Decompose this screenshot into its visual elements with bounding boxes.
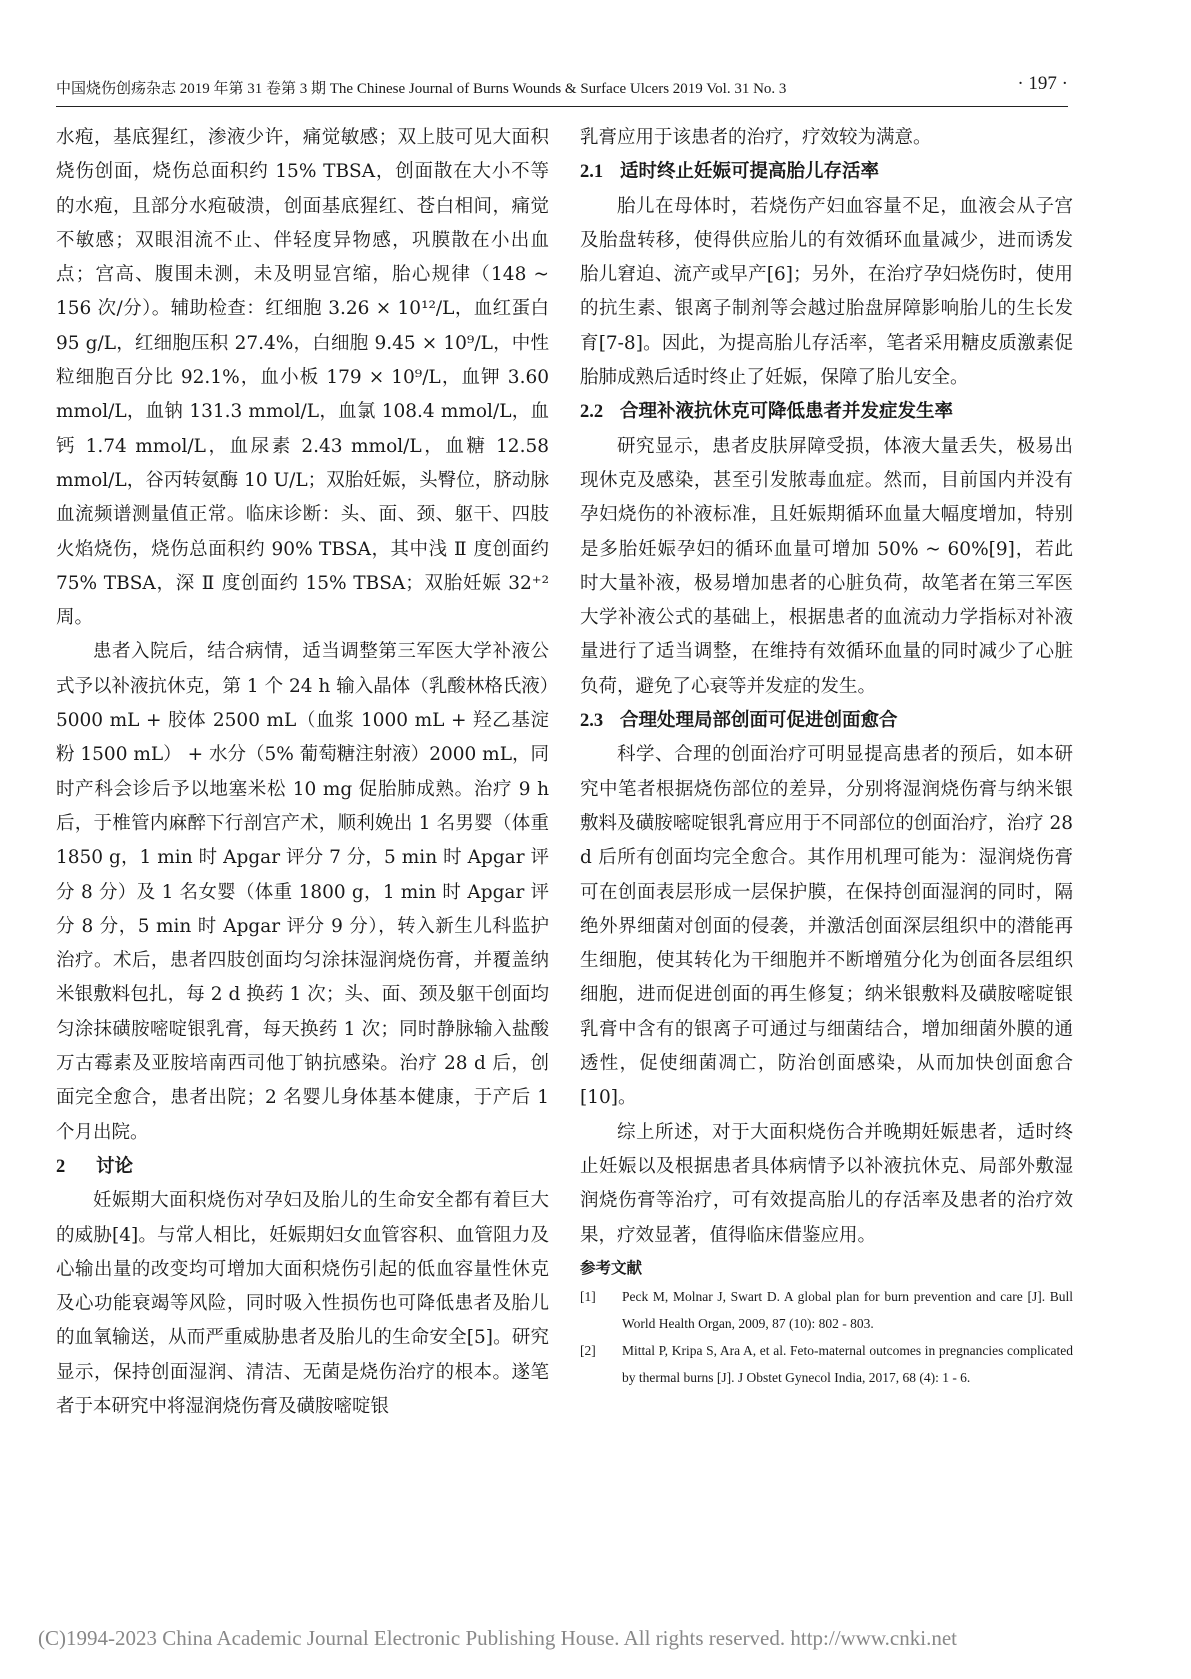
subsection-2-3-paragraph: 科学、合理的创面治疗可明显提高患者的预后，如本研究中笔者根据烧伤部位的差异，分别将湿润烧伤膏与纳米银敷料及磺胺嘧啶银乳膏应用于不同部位的创面治疗，治疗 28 d 后所有创面均完全愈合。其作用机理可能为：湿润烧伤膏可在创面表层形成一层保护膜，在保持创面湿润的同时，隔绝外界细菌对创面的侵袭，并激活创面深层组织中的潜能再生细胞，使其转化为干细胞并不断增殖分化为创面各层组织细胞，进而促进创面的再生修复；纳米银敷料及磺胺嘧啶银乳膏中含有的银离子可通过与细菌结合，增加细菌外膜的通透性，促使细菌凋亡，防治创面感染，从而加快创面愈合[10]。 bbox=[580, 744, 1073, 1109]
discussion-paragraph-continued: 乳膏应用于该患者的治疗，疗效较为满意。 bbox=[580, 127, 932, 148]
left-column bbox=[56, 121, 549, 1424]
case-paragraph-1: 水疱，基底猩红，渗液少许，痛觉敏感；双上肢可见大面积烧伤创面，烧伤总面积约 15% TBSA，创面散在大小不等的水疱，且部分水疱破溃，创面基底猩红、苍白相间，痛觉不敏感；双眼泪流不止、伴轻度异物感，巩膜散在小出血点；宫高、腹围未测，未及明显宫缩，胎心规律（148 ~ 156 次/分）。辅助检查：红细胞 3.26 × 10¹²/L，血红蛋白 95 g/L，红细胞压积 27.4%，白细胞 9.45 × 10⁹/L，中性粒细胞百分比 92.1%，血小板 179 × 10⁹/L，血钾 3.60 mmol/L，血钠 131.3 mmol/L，血氯 108.4 mmol/L，血钙 1.74 mmol/L，血尿素 2.43 mmol/L，血糖 12.58 mmol/L，谷丙转氨酶 10 U/L；双胎妊娠，头臀位，脐动脉血流频谱测量值正常。临床诊断：头、面、颈、躯干、四肢火焰烧伤，烧伤总面积约 90% TBSA，其中浅 Ⅱ 度创面约 75% TBSA，深 Ⅱ 度创面约 15% TBSA；双胎妊娠 32⁺² 周。 bbox=[56, 127, 549, 629]
section-heading-discussion bbox=[56, 1150, 549, 1184]
reference-item bbox=[580, 1283, 1073, 1337]
journal-citation-line: 中国烧伤创疡杂志 2019 年第 31 卷第 3 期 The Chinese Journal of Burns Wounds & Surface Ulcers 2019 Vol. 31 No. 3 bbox=[56, 81, 787, 97]
reference-number: [2] bbox=[580, 1342, 596, 1358]
copyright-footer: (C)1994-2023 China Academic Journal Electronic Publishing House. All rights reserved. http://www.cnki.net bbox=[38, 1626, 957, 1650]
reference-text: Peck M, Molnar J, Swart D. A global plan for burn prevention and care [J]. Bull World Health Organ, 2009, 87 (10): 802 - 803. bbox=[622, 1288, 1073, 1331]
running-header bbox=[56, 73, 1068, 101]
right-column bbox=[580, 121, 1073, 1391]
subsection-heading-2-1 bbox=[580, 155, 1073, 189]
subsection-title: 适时终止妊娠可提高胎儿存活率 bbox=[620, 161, 880, 183]
subsection-number: 2.2 bbox=[580, 402, 604, 423]
subsection-number: 2.3 bbox=[580, 711, 604, 732]
reference-item bbox=[580, 1337, 1073, 1391]
subsection-2-1-paragraph: 胎儿在母体时，若烧伤产妇血容量不足，血液会从子宫及胎盘转移，使得供应胎儿的有效循环血量减少，进而诱发胎儿窘迫、流产或早产[6]；另外，在治疗孕妇烧伤时，使用的抗生素、银离子制剂等会越过胎盘屏障影响胎儿的生长发育[7-8]。因此，为提高胎儿存活率，笔者采用糖皮质激素促胎肺成熟后适时终止了妊娠，保障了胎儿安全。 bbox=[580, 195, 1073, 389]
subsection-2-2-paragraph: 研究显示，患者皮肤屏障受损，体液大量丢失，极易出现休克及感染，甚至引发脓毒血症。然而，目前国内并没有孕妇烧伤的补液标准，且妊娠期循环血量大幅度增加，特别是多胎妊娠孕妇的循环血量可增加 50% ~ 60%[9]，若此时大量补液，极易增加患者的心脏负荷，故笔者在第三军医大学补液公式的基础上，根据患者的血流动力学指标对补液量进行了适当调整，在维持有效循环血量的同时减少了心脏负荷，避免了心衰等并发症的发生。 bbox=[580, 435, 1073, 697]
conclusion-paragraph: 综上所述，对于大面积烧伤合并晚期妊娠患者，适时终止妊娠以及根据患者具体病情予以补液抗休克、局部外敷湿润烧伤膏等治疗，可有效提高胎儿的存活率及患者的治疗效果，疗效显著，值得临床借鉴应用。 bbox=[580, 1121, 1073, 1246]
reference-number: [1] bbox=[580, 1288, 596, 1304]
subsection-heading-2-2 bbox=[580, 395, 1073, 429]
subsection-number: 2.1 bbox=[580, 162, 604, 183]
subsection-heading-2-3 bbox=[580, 704, 1073, 738]
header-rule bbox=[56, 106, 1068, 107]
subsection-title: 合理补液抗休克可降低患者并发症发生率 bbox=[620, 401, 954, 423]
references-heading: 参考文献 bbox=[580, 1257, 643, 1277]
discussion-paragraph-1: 妊娠期大面积烧伤对孕妇及胎儿的生命安全都有着巨大的威胁[4]。与常人相比，妊娠期妇女血管容积、血管阻力及心输出量的改变均可增加大面积烧伤引起的低血容量性休克及心功能衰竭等风险，同时吸入性损伤也可降低患者及胎儿的血氧输送，从而严重威胁患者及胎儿的生命安全[5]。研究显示，保持创面湿润、清洁、无菌是烧伤治疗的根本。遂笔者于本研究中将湿润烧伤膏及磺胺嘧啶银 bbox=[56, 1190, 549, 1417]
case-paragraph-2: 患者入院后，结合病情，适当调整第三军医大学补液公式予以补液抗休克，第 1 个 24 h 输入晶体（乳酸林格氏液）5000 mL + 胶体 2500 mL（血浆 1000 mL + 羟乙基淀粉 1500 mL） + 水分（5% 葡萄糖注射液）2000 mL，同时产科会诊后予以地塞米松 10 mg 促胎肺成熟。治疗 9 h 后，于椎管内麻醉下行剖宫产术，顺利娩出 1 名男婴（体重 1850 g，1 min 时 Apgar 评分 7 分，5 min 时 Apgar 评分 8 分）及 1 名女婴（体重 1800 g，1 min 时 Apgar 评分 8 分，5 min 时 Apgar 评分 9 分），转入新生儿科监护治疗。术后，患者四肢创面均匀涂抹湿润烧伤膏，并覆盖纳米银敷料包扎，每 2 d 换药 1 次；头、面、颈及躯干创面均匀涂抹磺胺嘧啶银乳膏，每天换药 1 次；同时静脉输入盐酸万古霉素及亚胺培南西司他丁钠抗感染。治疗 28 d 后，创面完全愈合，患者出院；2 名婴儿身体基本健康，于产后 1 个月出院。 bbox=[56, 641, 549, 1143]
section-title: 讨论 bbox=[96, 1155, 134, 1177]
subsection-title: 合理处理局部创面可促进创面愈合 bbox=[620, 710, 898, 732]
reference-text: Mittal P, Kripa S, Ara A, et al. Feto-maternal outcomes in pregnancies complicated by thermal burns [J]. J Obstet Gynecol India, 2017, 68 (4): 1 - 6. bbox=[622, 1342, 1073, 1385]
section-number: 2 bbox=[56, 1156, 66, 1177]
page-number: · 197 · bbox=[1017, 73, 1068, 94]
